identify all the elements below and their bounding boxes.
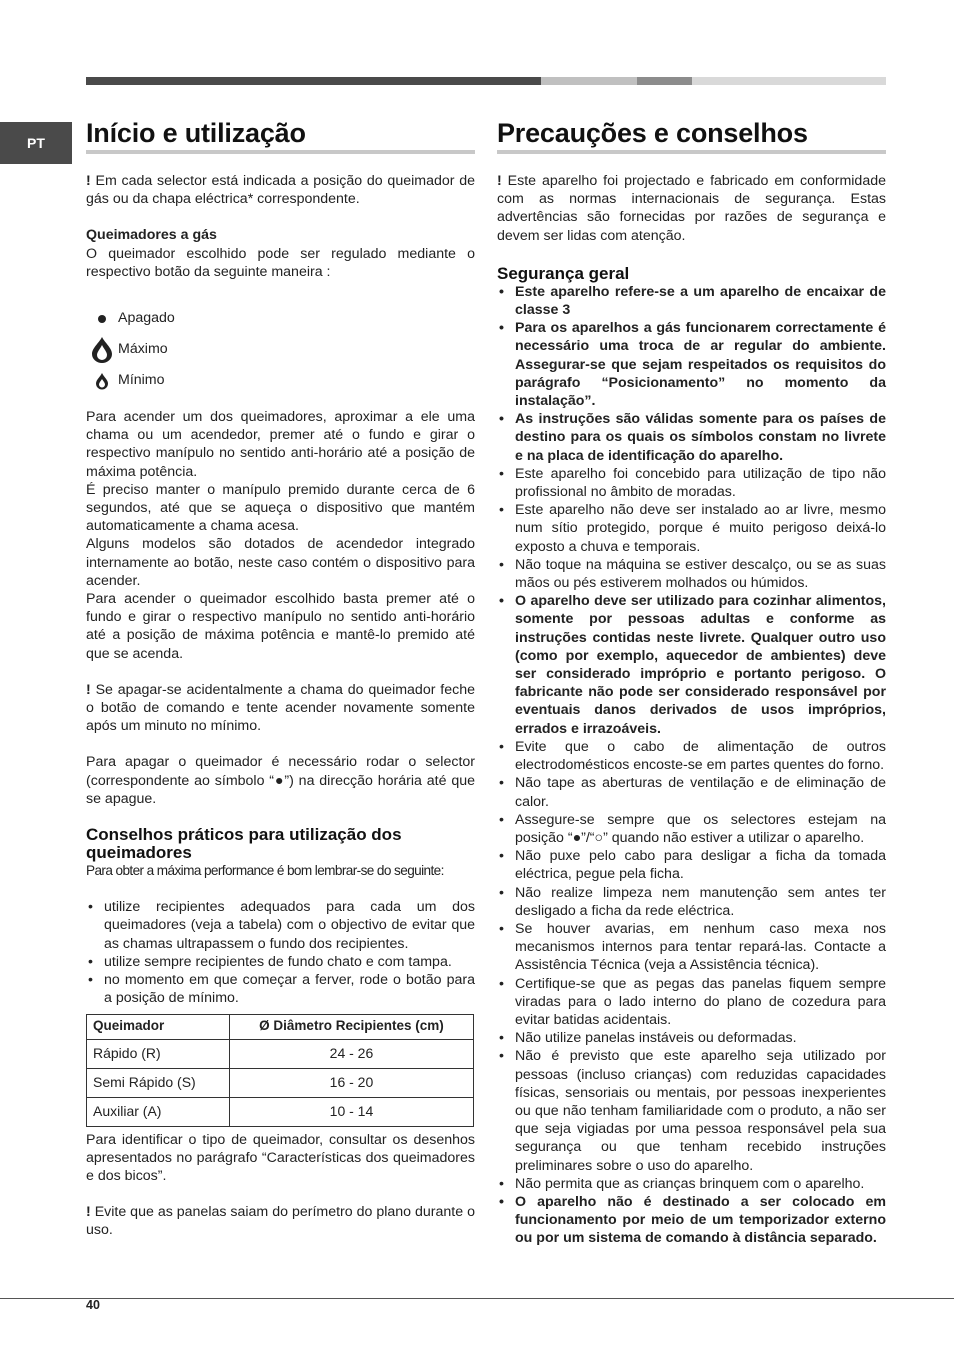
list-item: • Não puxe pelo cabo para desligar a ficha da tomada eléctrica, pegue pela ficha.	[497, 847, 886, 883]
safety-list	[497, 283, 886, 1248]
language-badge: PT	[0, 122, 72, 164]
right-column	[497, 117, 886, 1248]
warning-flame-out: ! Se apagar-se acidentalmente a chama do queimador feche o botão de comando e tente acender novamente somente após um minuto no mínimo.	[86, 681, 475, 735]
list-item: • Não é previsto que este aparelho seja utilizado por pessoas (incluso crianças) com reduzidas capacidades físicas, sensoriais ou mentais, por pessoas inexperientes ou que não tenham familiaridade com o produto, a não ser que seja vigiadas por uma pessoa responsável pela sua segurança ou que tenham recebido instruções preliminares sobre o uso do aparelho.	[497, 1047, 886, 1174]
list-item: • Este aparelho refere-se a um aparelho de encaixar de classe 3	[497, 283, 886, 319]
paragraph-ignite: Para acender um dos queimadores, aproximar a ele uma chama ou um acendedor, premer até o fundo e girar o respectivo manípulo no sentido anti-horário até a posição de máxima potência.	[86, 409, 475, 480]
list-item: • Não utilize panelas instáveis ou deformadas.	[497, 1029, 886, 1047]
list-item: • O aparelho deve ser utilizado para cozinhar alimentos, somente por pessoas adultas e conforme as instruções contidas neste livrete. Qualquer outro uso (como por exemplo, aquecedor de ambientes) deve ser considerado impróprio e portanto perigoso. O fabricante não pode ser considerado responsável por eventuais danos derivados de usos impróprios, errados e irrazoáveis.	[497, 592, 886, 738]
legend-row-off: Apagado	[86, 303, 475, 334]
top-color-bar	[86, 77, 886, 85]
footer-divider	[0, 1298, 954, 1299]
list-item: • O aparelho não é destinado a ser colocado em funcionamento por meio de um temporizador externo ou por um sistema de comando à distância separado.	[497, 1193, 886, 1248]
list-item: • Não permita que as crianças brinquem com o aparelho.	[497, 1175, 886, 1193]
section-title-precaucoes: Precauções e conselhos	[497, 117, 886, 154]
legend-row-min: Mínimo	[86, 365, 475, 396]
legend-row-max: Máximo	[86, 334, 475, 365]
paragraph-identify: Para identificar o tipo de queimador, consultar os desenhos apresentados no parágrafo “Características dos queimadores e dos bicos”.	[86, 1131, 475, 1184]
intro-paragraph: ! Este aparelho foi projectado e fabricado em conformidade com as normas internacionais de segurança. Estas advertências são fornecidas por razões de segurança e devem ser lidas com atenção.	[497, 173, 886, 244]
filled-dot-icon	[86, 314, 118, 324]
legend	[86, 303, 475, 396]
list-item: • As instruções são válidas somente para os países de destino para os quais os símbolos constam no livrete e na placa de identificação do aparelho.	[497, 410, 886, 465]
list-item: • Para os aparelhos a gás funcionarem correctamente é necessário uma troca de ar regular do ambiente. Assegurar-se que sejam respeitados os requisitos do parágrafo “Posicionamento” no momento da instalação”.	[497, 319, 886, 410]
paragraph-hold: É preciso manter o manípulo premido durante cerca de 6 segundos, até que se aqueça o dispositivo que mantém automaticamente a chama acesa.	[86, 481, 475, 535]
list-item: • Não realize limpeza nem manutenção sem antes ter desligado a ficha da rede eléctrica.	[497, 884, 886, 920]
list-item: • Certifique-se que as pegas das panelas fiquem sempre viradas para o lado interno do plano de cozedura para evitar batidas acidentais.	[497, 975, 886, 1030]
table-row: Auxiliar (A) 10 - 14	[87, 1097, 474, 1126]
section-title-inicio: Início e utilização	[86, 117, 475, 154]
list-item: • Este aparelho não deve ser instalado ao ar livre, mesmo num sítio protegido, porque é muito perigoso deixá-lo exposto a chuva e temporais.	[497, 501, 886, 556]
large-flame-icon	[86, 336, 118, 364]
warning-pans: ! Evite que as panelas saiam do perímetro do plano durante o uso.	[86, 1204, 475, 1239]
burner-table	[86, 1014, 474, 1127]
table-row: Rápido (R) 24 - 26	[87, 1039, 474, 1068]
gas-text: O queimador escolhido pode ser regulado mediante o respectivo botão da seguinte maneira :	[86, 245, 475, 280]
intro-paragraph: ! Em cada selector está indicada a posição do queimador de gás ou da chapa eléctrica* correspondente.	[86, 173, 475, 208]
list-item: • Se houver avarias, em nenhum caso mexa nos mecanismos internos para tentar repará-las. Contacte a Assistência Técnica (veja a Assistência técnica).	[497, 920, 886, 975]
tips-intro: Para obter a máxima performance é bom lembrar-se do seguinte:	[86, 863, 444, 879]
table-header-row: Queimador Ø Diâmetro Recipientes (cm)	[87, 1014, 474, 1039]
list-item: • Não tape as aberturas de ventilação e de eliminação de calor.	[497, 774, 886, 810]
list-item: • no momento em que começar a ferver, rode o botão para a posição de mínimo.	[86, 971, 475, 1007]
list-item: • Não toque na máquina se estiver descalço, ou se as suas mãos ou pés estiverem molhados ou húmidos.	[497, 556, 886, 592]
page-number: 40	[86, 1298, 100, 1312]
tips-heading: Conselhos práticos para utilização dos queimadores	[86, 825, 402, 863]
table-row: Semi Rápido (S) 16 - 20	[87, 1068, 474, 1097]
small-flame-icon	[86, 372, 118, 390]
tips-list	[86, 898, 475, 1007]
list-item: • Assegure-se sempre que os selectores estejam na posição “●”/“○” quando não estiver a utilizar o aparelho.	[497, 811, 886, 847]
list-item: • Este aparelho foi concebido para utilização de tipo não profissional no âmbito de moradas.	[497, 465, 886, 501]
paragraph-press: Para acender o queimador escolhido basta premer até o fundo e girar o respectivo manípulo no sentido anti-horário até a posição de máxima potência e mantê-lo premido até que se acenda.	[86, 591, 475, 662]
gas-heading: Queimadores a gás	[86, 227, 217, 244]
list-item: • utilize recipientes adequados para cada um dos queimadores (veja a tabela) com o objectivo de evitar que as chamas ultrapassem o fundo dos recipientes.	[86, 898, 475, 953]
safety-heading: Segurança geral	[497, 263, 630, 283]
list-item: • utilize sempre recipientes de fundo chato e com tampa.	[86, 953, 475, 971]
left-column	[86, 117, 475, 1240]
paragraph-turn-off: Para apagar o queimador é necessário rodar o selector (correspondente ao símbolo “●”) na direcção horária até que se apague.	[86, 754, 475, 807]
list-item: • Evite que o cabo de alimentação de outros electrodomésticos encoste-se em partes quentes do forno.	[497, 738, 886, 774]
paragraph-integrated: Alguns modelos são dotados de acendedor integrado internamente ao botão, neste caso contém o dispositivo para acender.	[86, 536, 475, 589]
